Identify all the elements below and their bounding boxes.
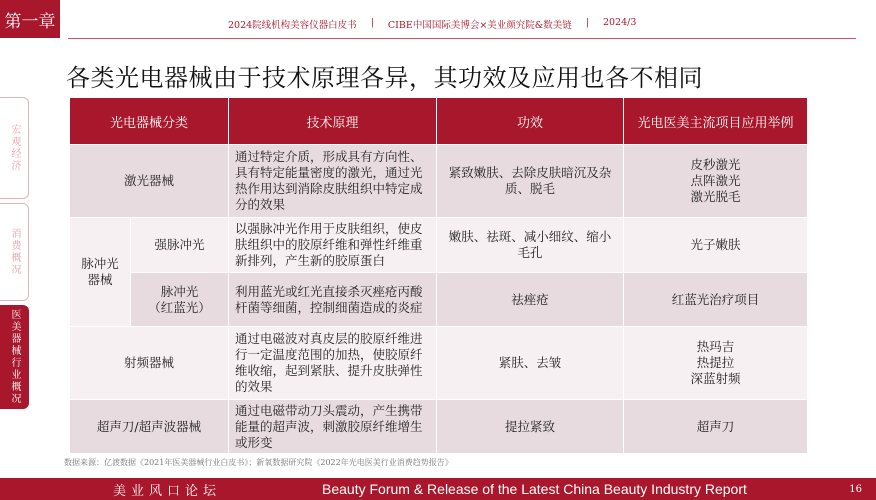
- chapter-tab: 第一章: [0, 0, 60, 38]
- category-cell: 强脉冲光: [131, 218, 229, 273]
- examples-cell: [624, 218, 808, 273]
- principle-cell: 以强脉冲光作用于皮肤组织，使皮肤组织中的胶原纤维和弹性纤维重新排列，产生新的胶原蛋白: [229, 218, 437, 273]
- category-cell: 激光器械: [70, 145, 229, 218]
- table-row: [70, 327, 808, 400]
- page-title: 各类光电器械由于技术原理各异，其功效及应用也各不相同: [66, 64, 703, 92]
- category-cell: [131, 273, 229, 327]
- header-principle: 技术原理: [229, 98, 437, 145]
- example-item: 热玛吉: [696, 339, 735, 354]
- group-cell: 脉冲光器械: [70, 218, 131, 327]
- effect-cell: 嫩肤、祛斑、减小细纹、缩小毛孔: [437, 218, 624, 273]
- side-nav-macro-economy[interactable]: 宏观经济: [0, 97, 29, 199]
- table-row: [70, 273, 808, 327]
- footer-bar: [0, 478, 876, 500]
- principle-cell: 通过电磁带动刀头震动，产生携带能量的超声波，刺激胶原纤维增生或形变: [229, 400, 437, 454]
- header-category: 光电器械分类: [70, 98, 229, 145]
- header-examples: 光电医美主流项目应用举例: [624, 98, 808, 145]
- effect-cell: 紧致嫩肤、去除皮肤暗沉及杂质、脱毛: [437, 145, 624, 218]
- example-item: 点阵激光: [690, 173, 741, 188]
- table-row: [70, 400, 808, 454]
- example-item: 深蓝射频: [690, 371, 741, 386]
- header-divider: [68, 38, 856, 39]
- example-item: 红蓝光治疗项目: [671, 291, 760, 307]
- example-item: 皮秒激光: [690, 157, 741, 172]
- principle-cell: 利用蓝光或红光直接杀灭痤疮丙酸杆菌等细菌，控制细菌造成的炎症: [229, 273, 437, 327]
- table-row: [70, 218, 808, 273]
- examples-cell: [624, 145, 808, 218]
- principle-cell: 通过特定介质，形成具有方向性、具有特定能量密度的激光，通过光热作用达到消除皮肤组织中特定成分的效果: [229, 145, 437, 218]
- example-item: 热提拉: [696, 355, 735, 370]
- side-nav-medical-device-industry[interactable]: 医美器械行业概况: [0, 305, 29, 409]
- category-line: （红蓝光）: [148, 299, 211, 315]
- header-separator: |: [585, 17, 589, 28]
- header-separator: |: [370, 17, 374, 28]
- header-effect: 功效: [437, 98, 624, 145]
- data-source-note: 数据来源：亿渡数据《2021年医美器械行业白皮书》；新氧数据研究院《2022年光电医美行业消费趋势报告》: [64, 458, 453, 467]
- header-meta: [228, 17, 636, 31]
- examples-cell: [624, 400, 808, 454]
- side-nav-consumption-overview[interactable]: 消费概况: [0, 203, 29, 301]
- examples-cell: [624, 327, 808, 400]
- footer-brand: 美业风口论坛: [113, 483, 222, 499]
- example-item: 超声刀: [696, 418, 735, 434]
- effect-cell: 紧肤、去皱: [437, 327, 624, 400]
- examples-cell: [624, 273, 808, 327]
- category-cell: 超声刀/超声波器械: [70, 400, 229, 454]
- table-header-row: [70, 98, 808, 145]
- header-organizers: CIBE中国国际美博会×美业颜究院&数美链: [387, 20, 572, 31]
- table-row: [70, 145, 808, 218]
- header-whitepaper: 2024院线机构美容仪器白皮书: [228, 20, 357, 31]
- effect-cell: 祛痤疮: [437, 273, 624, 327]
- example-item: 光子嫩肤: [690, 237, 741, 252]
- principle-cell: 通过电磁波对真皮层的胶原纤维进行一定温度范围的加热，使胶原纤维收缩，起到紧肤、提升皮肤弹性的效果: [229, 327, 437, 400]
- technology-comparison-table: [69, 97, 808, 454]
- example-item: 激光脱毛: [690, 189, 741, 204]
- header-date: 2024/3: [602, 17, 637, 28]
- footer-report-title: Beauty Forum & Release of the Latest China Beauty Industry Report: [322, 481, 747, 497]
- category-cell: 射频器械: [70, 327, 229, 400]
- page-number: 16: [849, 483, 862, 495]
- effect-cell: 提拉紧致: [437, 400, 624, 454]
- category-line: 脉冲光: [160, 283, 199, 299]
